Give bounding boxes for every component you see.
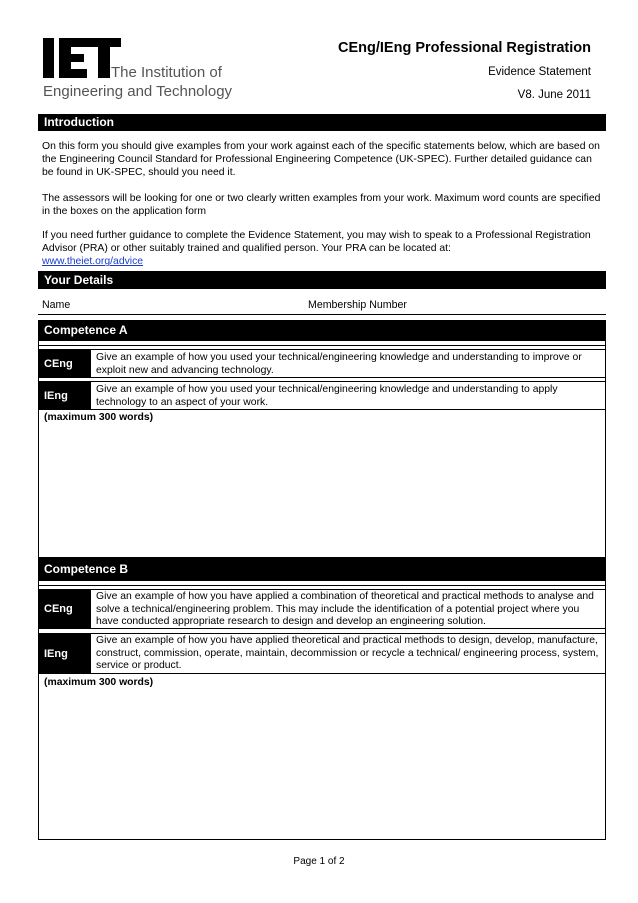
competence-b-ieng-row	[38, 633, 606, 674]
logo-text-line2: Engineering and Technology	[43, 83, 233, 100]
intro-paragraph-3	[42, 229, 602, 269]
competence-a-ceng-row	[38, 349, 606, 378]
competence-b-ceng-tag: CEng	[39, 590, 91, 628]
competence-b-heading: Competence B	[38, 558, 606, 580]
pra-advice-link[interactable]: www.theiet.org/advice	[42, 256, 144, 268]
competence-b-ieng-tag: IEng	[39, 634, 91, 673]
competence-a-heading: Competence A	[38, 320, 606, 340]
membership-number-label: Membership Number	[308, 299, 407, 311]
competence-b-divider	[38, 585, 606, 586]
name-label: Name	[42, 299, 71, 311]
intro-paragraph-1: On this form you should give examples from your work against each of the specific statements below, which are based on the Engineering Council Standard for Professional Engineering Competence (UK-SPEC). Further detailed guidance can be found in UK-SPEC, should you need it.	[42, 141, 600, 179]
intro-paragraph-3-text: If you need further guidance to complete the Evidence Statement, you may wish to speak to a Professional Registration Advisor (PRA) or other suitably trained and qualified person. Your PRA can be located at:	[42, 230, 591, 255]
competence-b-ieng-text: Give an example of how you have applied theoretical and practical methods to design, develop, manufacture, construct, commission, operate, maintain, decommission or recycle a technical/ engineering process, system, service or product.	[96, 635, 599, 672]
introduction-heading: Introduction	[38, 114, 606, 131]
competence-a-ieng-tag: IEng	[39, 382, 91, 409]
competence-a-max-words: (maximum 300 words)	[44, 412, 154, 423]
competence-a-ceng-text: Give an example of how you used your technical/engineering knowledge and understanding to improve or exploit new and advancing technology.	[96, 352, 582, 376]
competence-b-max-words: (maximum 300 words)	[44, 677, 154, 688]
intro-paragraph-2: The assessors will be looking for one or two clearly written examples from your work. Maximum word counts are specified in the boxes on the application form	[42, 193, 601, 218]
page-number: Page 1 of 2	[293, 856, 345, 867]
document-subtitle: Evidence Statement	[488, 66, 591, 78]
competence-b-ceng-text: Give an example of how you have applied a combination of theoretical and practical methods to analyse and solve a technical/engineering problem. This may include the identification of a potential project where you have conducted appropriate research to design and develop an engineering solution.	[96, 591, 594, 628]
competence-a-divider	[38, 345, 606, 346]
document-version: V8. June 2011	[517, 89, 591, 101]
iet-logo	[43, 38, 233, 100]
competence-a-ieng-row	[38, 381, 606, 410]
your-details-heading: Your Details	[38, 271, 606, 289]
logo-text-line1: The Institution of	[111, 64, 222, 81]
document-title: CEng/IEng Professional Registration	[338, 40, 591, 56]
competence-b-ceng-row	[38, 589, 606, 629]
details-divider	[38, 314, 606, 315]
competence-a-ieng-text: Give an example of how you used your technical/engineering knowledge and understanding to apply technology to an aspect of your work.	[96, 384, 558, 408]
competence-a-ceng-tag: CEng	[39, 350, 91, 377]
